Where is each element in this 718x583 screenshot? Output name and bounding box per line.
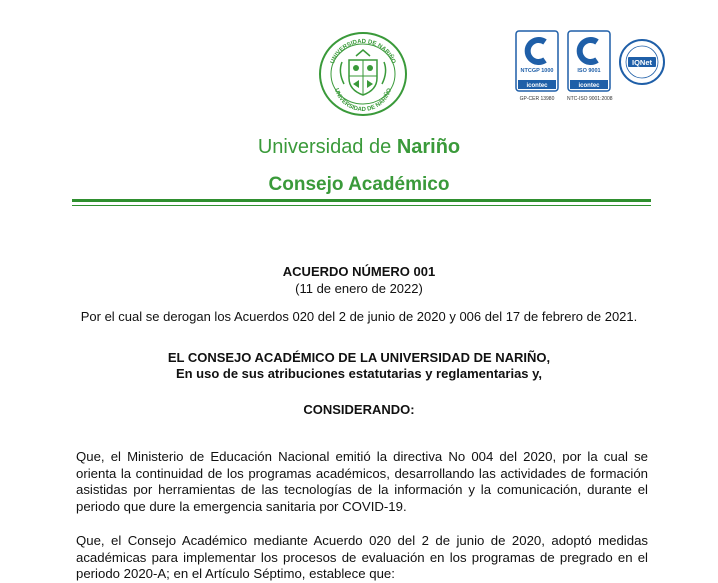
cert2-code: NTC-ISO 9001:2008 [567, 96, 613, 102]
cert2-brand: icontec [578, 83, 600, 89]
university-name [0, 136, 718, 159]
cert1-brand: icontec [526, 83, 548, 89]
council-title: Consejo Académico [268, 174, 450, 195]
seal-top-text: UNIVERSIDAD DE NARIÑO [329, 38, 397, 65]
header-divider-thin [72, 205, 651, 206]
iqnet-badge [618, 38, 666, 86]
seal-bottom-text: UNIVERSIDAD DE NARIÑO [332, 87, 394, 114]
iqnet-label: IQNet [631, 58, 653, 67]
agreement-purpose: Por el cual se derogan los Acuerdos 020 del 2 de junio de 2020 y 006 del 17 de febrero de 2021. [80, 309, 638, 324]
cert1-code: GP-CER 13980 [519, 96, 555, 102]
cert2-label: ISO 9001 [577, 68, 601, 74]
cert1-label: NTCGP 1000 [520, 68, 554, 74]
header-divider-thick [72, 199, 651, 202]
authority-line-1: EL CONSEJO ACADÉMICO DE LA UNIVERSIDAD DE NARIÑO, [167, 350, 551, 365]
university-name-bold: Nariño [396, 136, 461, 158]
iso-certification-badge [567, 30, 613, 102]
agreement-date: (11 de enero de 2022) [295, 281, 423, 296]
university-prefix: Universidad de [257, 136, 392, 158]
university-seal [318, 32, 408, 116]
paragraph-1: Que, el Ministerio de Educación Nacional emitió la directiva No 004 del 2020, por la cual se orienta la continuidad de los programas académicos, desarrollando las actividades de formación asistidas por herramientas de las tecnologías de la información y la comunicación, durante el periodo que dure la emergencia sanitaria por COVID-19. [76, 449, 648, 514]
authority-line-2: En uso de sus atribuciones estatutarias y reglamentarias y, [175, 366, 543, 381]
ntcgp-certification-badge [515, 30, 559, 102]
considering-heading: CONSIDERANDO: [303, 402, 415, 417]
agreement-title: ACUERDO NÚMERO 001 [282, 264, 436, 279]
paragraph-2: Que, el Consejo Académico mediante Acuerdo 020 del 2 de junio de 2020, adoptó medidas académicas para implementar los procesos de evaluación en los programas de pregrado en el periodo 2020-A; en el Artículo Séptimo, establece que: [76, 533, 648, 581]
